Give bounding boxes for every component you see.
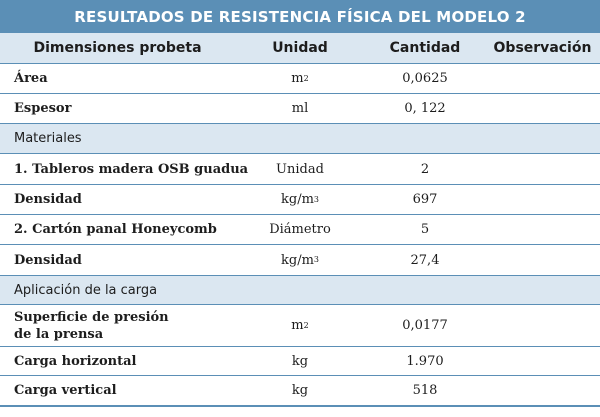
table-row-tableros	[0, 154, 600, 184]
row-unit: kg/m 3	[281, 192, 319, 207]
row-unit: Unidad	[276, 161, 324, 177]
row-unit: m 2	[291, 318, 309, 333]
table-title: RESULTADOS DE RESISTENCIA FÍSICA DEL MODELO 2	[0, 0, 600, 33]
section-aplicacion-carga	[0, 276, 600, 304]
table-row-superficie	[0, 305, 600, 346]
row-label: Carga horizontal	[14, 353, 137, 369]
section-label: Materiales	[14, 131, 82, 146]
row-unit: m 2	[291, 71, 309, 86]
row-qty: 0,0177	[402, 318, 448, 333]
row-qty: 2	[420, 161, 430, 177]
row-label: Carga vertical	[14, 383, 117, 398]
table-row-densidad-1	[0, 185, 600, 214]
row-qty: 518	[412, 383, 438, 398]
table-row-densidad-2	[0, 245, 600, 275]
section-materiales	[0, 124, 600, 153]
table-row-area	[0, 64, 600, 93]
table-row-carton	[0, 215, 600, 244]
header-dimensiones: Dimensiones probeta	[33, 40, 202, 56]
row-label: Superficie de presión de la prensa	[14, 309, 169, 342]
row-qty: 27,4	[410, 252, 440, 268]
row-qty: 1.970	[406, 353, 444, 369]
row-unit: ml	[291, 101, 309, 116]
row-label: Área	[14, 71, 48, 86]
row-unit: kg	[291, 353, 309, 369]
table-header-row	[0, 33, 600, 63]
row-qty: 5	[420, 222, 430, 237]
row-qty: 0,0625	[402, 71, 448, 86]
table-row-carga-horizontal	[0, 347, 600, 375]
row-label: Espesor	[14, 101, 72, 116]
row-label: Densidad	[14, 252, 82, 268]
header-observacion: Observación	[493, 40, 592, 56]
header-cantidad: Cantidad	[389, 40, 461, 56]
row-unit: kg/m 3	[281, 252, 319, 268]
row-qty: 0, 122	[404, 101, 446, 116]
row-label: Densidad	[14, 192, 82, 207]
table-row-carga-vertical	[0, 376, 600, 405]
table-row-espesor	[0, 94, 600, 123]
section-label: Aplicación de la carga	[14, 282, 158, 298]
row-unit: kg	[291, 383, 309, 398]
row-label: 1. Tableros madera OSB guadua	[14, 161, 249, 177]
row-qty: 697	[412, 192, 438, 207]
header-unidad: Unidad	[272, 40, 328, 56]
row-label: 2. Cartón panal Honeycomb	[14, 222, 217, 237]
row-unit: Diámetro	[269, 222, 331, 237]
table-bottom-border	[0, 405, 600, 407]
